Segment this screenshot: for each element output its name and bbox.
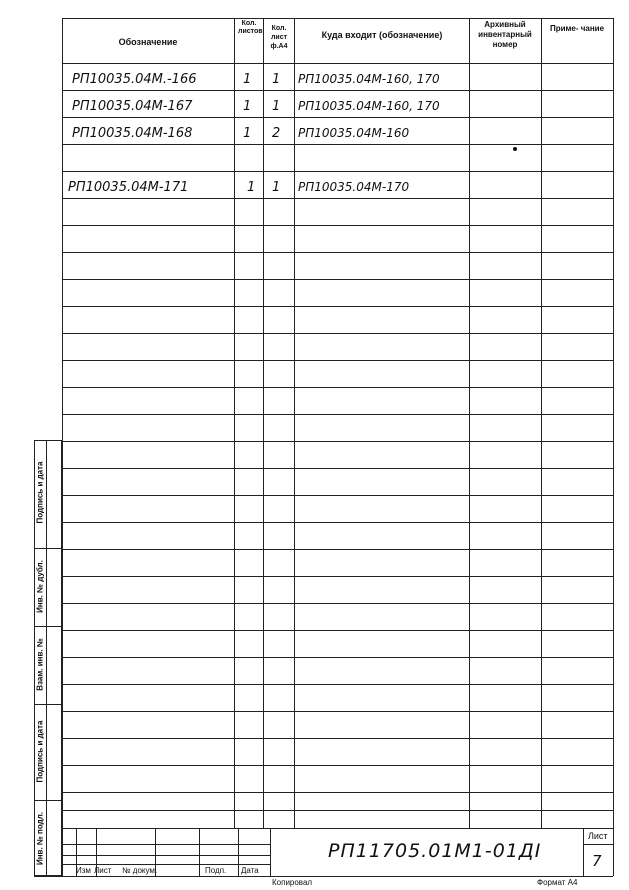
tb-document-code: РП11705.01М1-01ДI — [328, 840, 542, 862]
footer-format: Формат А4 — [537, 878, 578, 887]
tb-sign: Подп. — [205, 866, 227, 875]
side-inner-line — [46, 440, 47, 876]
tb-doc-no: № докум. — [122, 866, 158, 875]
frame-right — [613, 18, 614, 876]
row-line — [62, 468, 613, 469]
side-label-inv-dup: Инв. № дубл. — [35, 560, 45, 613]
tb-date: Дата — [241, 866, 259, 875]
tb-col — [199, 828, 200, 876]
side-label-vzam: Взам. инв. № — [35, 638, 45, 691]
row-line — [62, 495, 613, 496]
row-1-where: РП10035.04М-160, 170 — [298, 72, 440, 86]
row-line — [62, 252, 613, 253]
col-line-3 — [294, 18, 295, 828]
row-line — [62, 657, 613, 658]
tb-list: Лист — [94, 866, 112, 875]
col-line-4 — [469, 18, 470, 828]
row-line — [62, 279, 613, 280]
row-line — [62, 792, 613, 793]
frame-left — [62, 18, 63, 876]
footer-copied: Копировал — [272, 878, 313, 887]
title-block-top — [62, 828, 613, 829]
header-where-used: Куда входит (обозначение) — [321, 30, 443, 40]
tb-sheet-number: 7 — [592, 852, 602, 870]
col-line-1 — [234, 18, 235, 828]
header-bottom — [62, 63, 613, 64]
row-line — [62, 198, 613, 199]
row-1-count: 1 — [243, 72, 252, 87]
row-line — [62, 441, 613, 442]
row-line — [62, 549, 613, 550]
row-line — [62, 333, 613, 334]
frame-top — [62, 18, 613, 19]
tb-sheet-row — [583, 844, 613, 845]
col-line-5 — [541, 18, 542, 828]
tb-izm: Изм — [76, 866, 91, 875]
row-3-count: 1 — [243, 126, 252, 141]
row-4-a4: 1 — [272, 180, 281, 195]
row-2-designation: РП10035.04М-167 — [72, 99, 193, 114]
row-1-designation: РП10035.04М.-166 — [72, 72, 197, 87]
row-4-where: РП10035.04М-170 — [298, 180, 410, 194]
header-note: Приме- чание — [549, 24, 605, 33]
row-line — [62, 306, 613, 307]
row-line — [62, 414, 613, 415]
side-label-inv-orig: Инв. № подл. — [35, 811, 45, 866]
side-label-sign-date-bottom: Подпись и дата — [35, 720, 45, 783]
col-line-2 — [263, 18, 264, 828]
row-line — [62, 810, 613, 811]
row-line — [62, 360, 613, 361]
tb-sheet-label: Лист — [588, 831, 608, 841]
row-2-where: РП10035.04М-160, 170 — [298, 99, 440, 113]
row-line — [62, 171, 613, 172]
header-sheets-a4: Кол. лист ф.А4 — [270, 25, 288, 50]
row-line — [62, 711, 613, 712]
row-1-a4: 1 — [272, 72, 281, 87]
header-sheets-count: Кол. листов — [238, 20, 263, 35]
row-line — [62, 522, 613, 523]
frame-bottom — [34, 876, 613, 877]
row-line — [62, 387, 613, 388]
ink-dot — [513, 147, 517, 151]
row-2-count: 1 — [243, 99, 252, 114]
row-line — [62, 576, 613, 577]
row-line — [62, 603, 613, 604]
tb-sheet-col — [583, 828, 584, 876]
row-line — [62, 765, 613, 766]
header-archive: Архивный инвентарный номер — [478, 20, 532, 49]
row-3-designation: РП10035.04М-168 — [72, 126, 193, 141]
row-4-count: 1 — [247, 180, 256, 195]
row-line — [62, 630, 613, 631]
header-designation: Обозначение — [118, 37, 178, 47]
row-line — [62, 738, 613, 739]
row-line — [62, 90, 613, 91]
row-4-designation: РП10035.04М-171 — [68, 180, 189, 195]
row-line — [62, 684, 613, 685]
row-line — [62, 117, 613, 118]
row-3-a4: 2 — [272, 126, 281, 141]
side-label-sign-date-top: Подпись и дата — [35, 461, 45, 524]
tb-col — [238, 828, 239, 876]
row-line — [62, 144, 613, 145]
tb-col — [270, 828, 271, 876]
row-3-where: РП10035.04М-160 — [298, 126, 410, 140]
row-line — [62, 225, 613, 226]
row-2-a4: 1 — [272, 99, 281, 114]
